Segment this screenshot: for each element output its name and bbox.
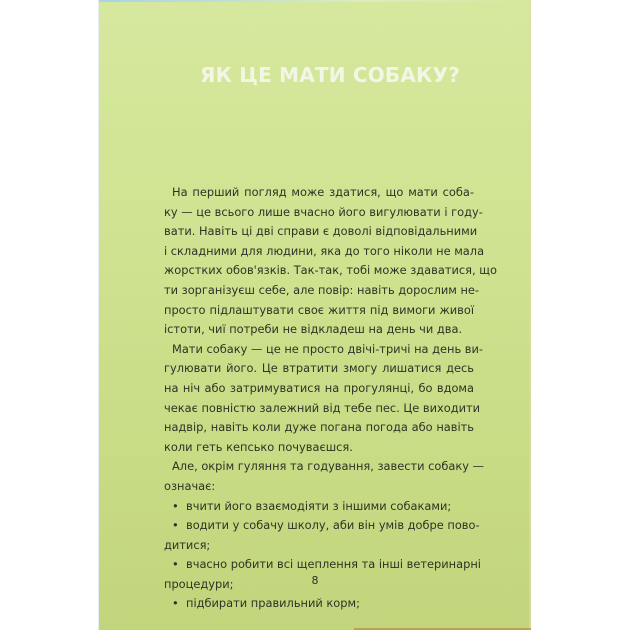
bullet-list (164, 497, 481, 615)
text-line: гулювати його. Це втратити змогу лишатися десь (164, 361, 474, 376)
page-right-edge (529, 0, 531, 630)
text-line: • водити у собачу школу, аби він умів добре пово- (164, 516, 474, 536)
text-line: жорстких обов'язків. Так-так, тобі може здаватися, що (164, 263, 497, 278)
bullet-item (164, 497, 474, 517)
text-line: На перший погляд може здатися, що мати соба- (172, 185, 474, 199)
body-text (164, 183, 497, 614)
text-line: вати. Навіть ці дві справи є доволі відповідальними (164, 224, 478, 239)
bullet-icon: • (172, 498, 179, 513)
text-line: Але, окрім гуляння та годування, завести собаку — (172, 459, 485, 474)
bullet-icon: • (172, 596, 179, 611)
page-title: ЯК ЦЕ МАТИ СОБАКУ? (200, 63, 460, 87)
text-line: • вчасно робити всі щеплення та інші ветеринарні (164, 555, 474, 575)
book-page (99, 0, 531, 630)
text-line: чекає повністю залежний від тебе пес. Це виходити (164, 400, 481, 415)
text-line: Мати собаку — це не просто двічі-тричі на день ви- (172, 341, 484, 356)
text-line: ку — це всього лише вчасно його вигулювати і году- (164, 204, 483, 219)
text-line: просто підлаштувати своє життя під вимоги живої (164, 302, 474, 317)
page-top-edge (99, 0, 531, 2)
bullet-icon: • (172, 557, 179, 572)
text-line: надвір, навіть коли дуже погана погода або навіть (164, 420, 474, 435)
bullet-item (164, 516, 480, 555)
paragraph-2 (164, 340, 484, 458)
text-line: дитися; (164, 537, 211, 552)
text-line: означає: (164, 478, 216, 493)
text-line: і складними для людини, яка до того ніколи не мала (164, 243, 485, 258)
text-line: процедури; (164, 576, 234, 591)
text-line: • підбирати правильний корм; (164, 594, 474, 614)
text-line: коли геть кепсько почуваєшся. (164, 439, 353, 454)
text-line: істоти, чиї потреби не відкладеш на день чи два. (164, 322, 463, 337)
paragraph-3 (164, 457, 485, 496)
paragraph-1 (164, 183, 497, 340)
bullet-icon: • (172, 518, 179, 533)
bullet-item (164, 594, 474, 614)
page-number: 8 (311, 574, 319, 587)
text-line: • вчити його взаємодіяти з іншими собаками; (164, 497, 474, 517)
text-line: ти зорганізуєш себе, але повір: навіть дорослим не- (164, 282, 480, 297)
text-line: на ніч або затримуватися на прогулянці, бо вдома (164, 380, 474, 395)
